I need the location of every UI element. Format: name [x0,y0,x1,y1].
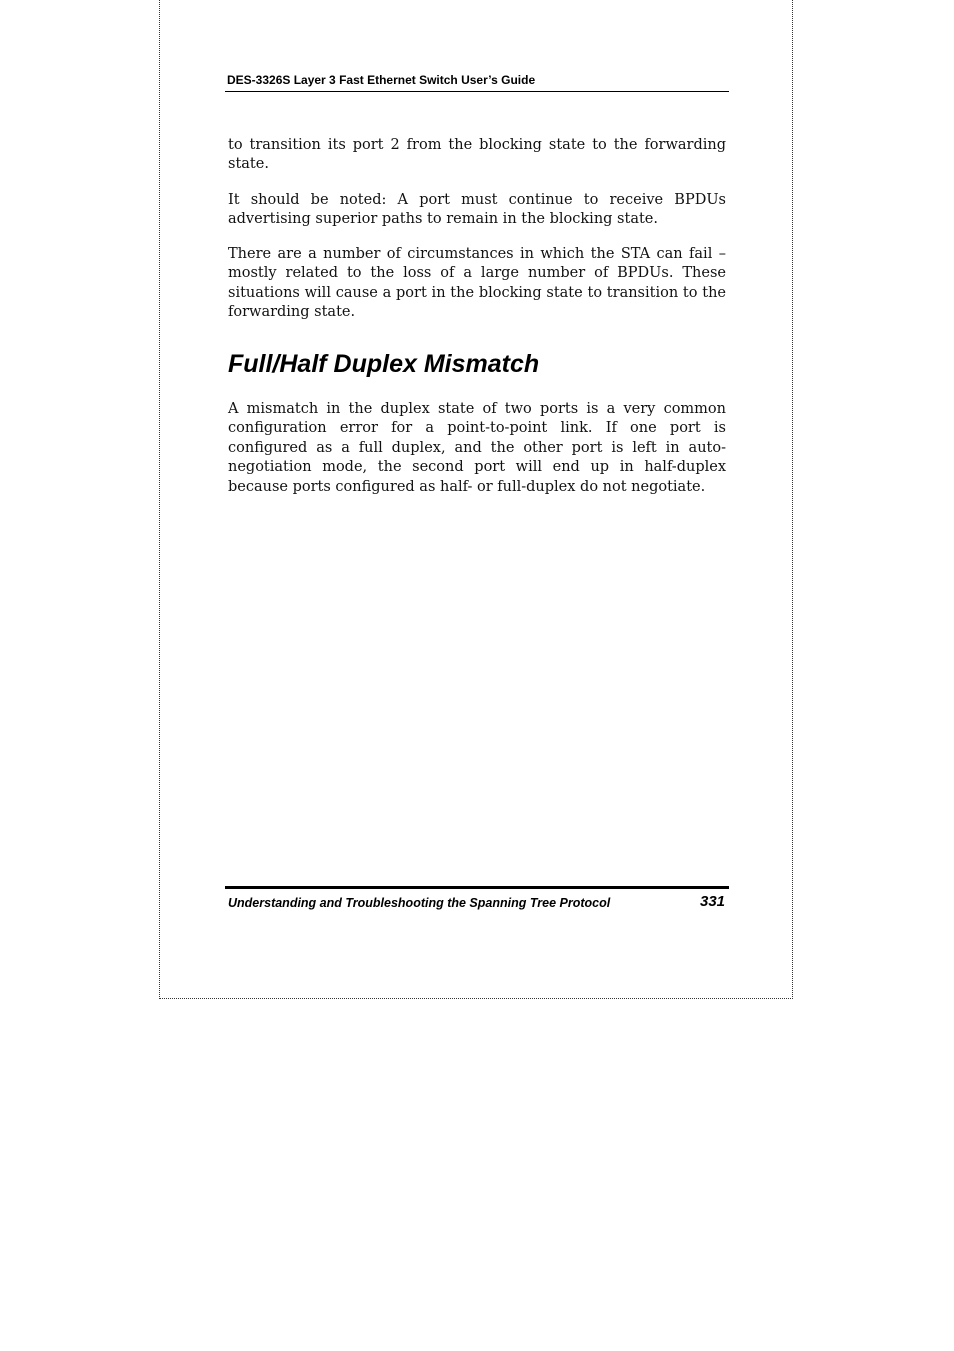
page-number: 331 [700,893,726,910]
running-header: DES-3326S Layer 3 Fast Ethernet Switch User’s Guide [227,73,536,87]
section-paragraph: A mismatch in the duplex state of two ports is a very common configuration error for a point-to-point link. If one port is configured as a full duplex, and the other port is left in auto-negotiation mode, the second port will end up in half-duplex because ports configured as half- or full-duplex do not negotiate. [228,401,726,495]
body-paragraph: to transition its port 2 from the blocking state to the forwarding state. [228,137,726,173]
footer-chapter-title: Understanding and Troubleshooting the Spanning Tree Protocol [228,896,611,910]
header-rule [225,91,729,92]
footer-rule [225,886,729,889]
section-heading: Full/Half Duplex Mismatch [228,350,540,378]
body-paragraph: There are a number of circumstances in which the STA can fail – mostly related to the loss of a large number of BPDUs. These situations will cause a port in the blocking state to transition to the forwarding state. [228,246,726,321]
body-paragraph: It should be noted: A port must continue to receive BPDUs advertising superior paths to remain in the blocking state. [228,192,726,228]
